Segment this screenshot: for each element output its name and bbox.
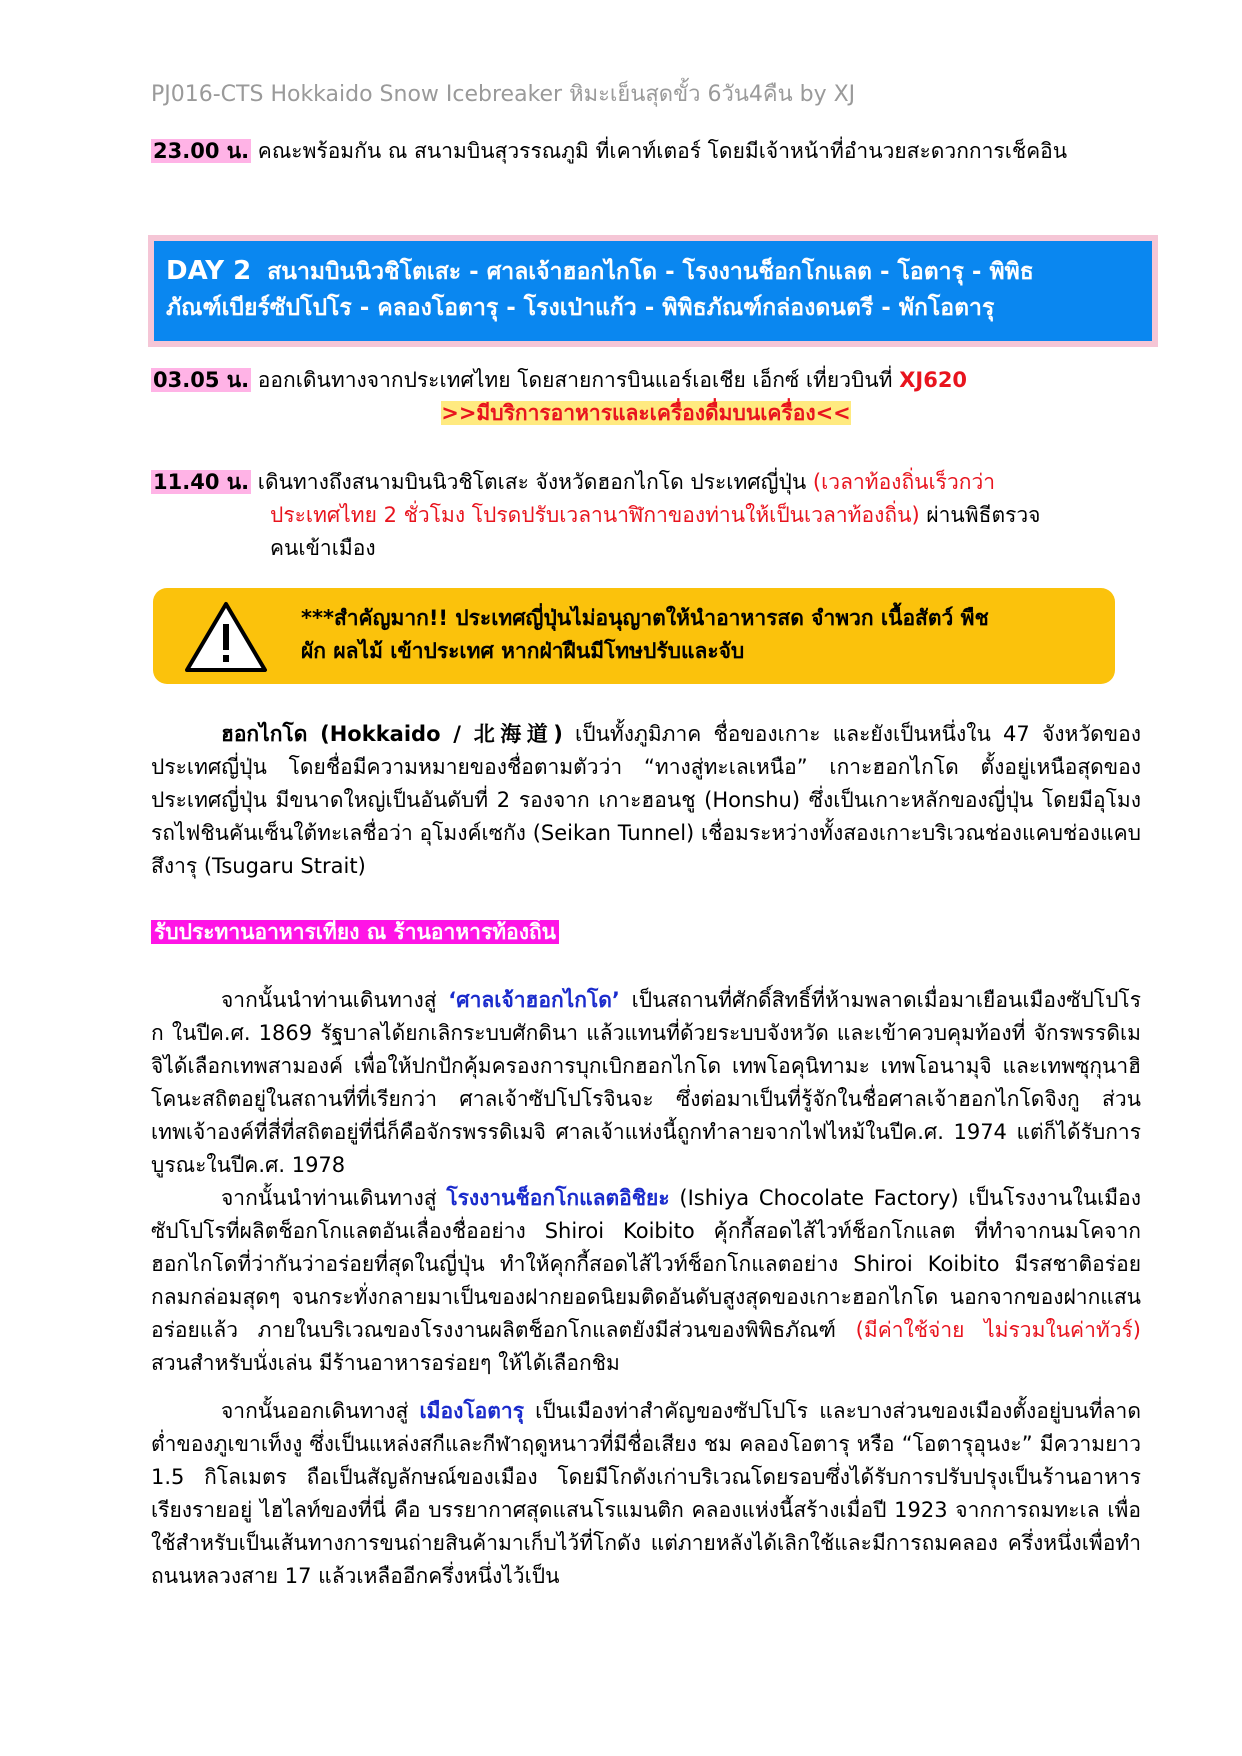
hokkaido-title: ฮอกไกโด (Hokkaido / 北海道) (221, 722, 563, 746)
entry-1140-line2 (270, 499, 1130, 532)
entry-0305 (151, 364, 1141, 397)
warning-triangle-icon (183, 600, 269, 674)
time-badge: 23.00 น. (153, 139, 250, 163)
meal-note (151, 397, 1141, 430)
day-route-line1: สนามบินนิวชิโตเสะ - ศาลเจ้าฮอกไกโด - โรงงานช็อกโกแลต - โอตารุ - พิพิธ (267, 259, 1034, 285)
lunch-note (151, 916, 1141, 949)
shrine-paragraph (151, 984, 1141, 1182)
otaru-text: เป็นเมืองท่าสำคัญของซัปโปโร และบางส่วนของเมืองตั้งอยู่บนที่ลาด ต่ำของภูเขาเท็งงู ซึ่งเป็นแหล่งสกีและกีฬาฤดูหนาวที่มีชื่อเสียง ชม คลองโอตารุ หรือ “โอตารุอุนงะ” มีความยาว 1.5 กิโลเมตร ถือเป็นสัญลักษณ์ของเมือง โดยมีโกดังเก่าบริเวณโดยรอบซึ่งได้รับการปรับปรุงเป็นร้านอาหารเรียงรายอยู่ ไฮไลท์ของที่นี่ คือ บรรยากาศสุดแสนโรแมนติก คลองแห่งนี้สร้างเมื่อปี 1923 จากการถมทะเล เพื่อใช้สำหรับเป็นเส้นทางการขนถ่ายสินค้ามาเก็บไว้ที่โกดัง แต่ภายหลังได้เลิกใช้และมีการถมคลอง ครึ่งหนึ่งเพื่อทำถนนหลวงสาย 17 แล้วเหลืออีกครึ่งหนึ่งไว้เป็น (151, 1399, 1141, 1588)
otaru-paragraph (151, 1395, 1141, 1593)
otaru-pre: จากนั้นออกเดินทางสู่ (221, 1399, 409, 1423)
shrine-pre: จากนั้นนำท่านเดินทางสู่ (221, 988, 437, 1012)
day-route-line2: ภัณฑ์เบียร์ซัปโปโร - คลองโอตารุ - โรงเป่าแก้ว - พิพิธภัณฑ์กล่องดนตรี - พักโอตารุ (166, 295, 995, 321)
time-badge: 11.40 น. (153, 470, 250, 494)
entry-1140-line3: คนเข้าเมือง (270, 536, 376, 560)
day-banner-inner (154, 241, 1152, 341)
shrine-text: เป็นสถานที่ศักดิ์สิทธิ์ที่ห้ามพลาดเมื่อมาเยือนเมืองซัปโปโร ก ในปีค.ศ. 1869 รัฐบาลได้ยกเลิกระบบศักดินา แล้วแทนที่ด้วยระบบจังหวัด และเข้าควบคุมท้องที่ จักรพรรดิเมจิได้เลือกเทพสามองค์ เพื่อให้ปกปักคุ้มครองการบุกเบิกฮอกไกโด เทพโอคุนิทามะ เทพโอนามุจิ และเทพซุกุนาฮิโคนะสถิตอยู่ในสถานที่ที่เรียกว่า ศาลเจ้าซัปโปโรจินจะ ซึ่งต่อมาเป็นที่รู้จักในชื่อศาลเจ้าฮอกไกโดจิงกู ส่วนเทพเจ้าองค์ที่สี่ที่สถิตอยู่ที่นี่ก็คือจักรพรรดิเมจิ ศาลเจ้าแห่งนี้ถูกทำลายจากไฟไหม้ในปีค.ศ. 1974 แต่ก็ได้รับการบูรณะในปีค.ศ. 1978 (151, 988, 1141, 1177)
warning-text (301, 602, 1091, 668)
flight-number: XJ620 (899, 368, 968, 392)
entry-2300 (151, 135, 1141, 168)
timezone-note: (เวลาท้องถิ่นเร็วกว่า (812, 470, 996, 494)
hokkaido-text: เป็นทั้งภูมิภาค ชื่อของเกาะ และยังเป็นหนึ่งใน 47 จังหวัดของประเทศญี่ปุ่น โดยชื่อมีความหมายของชื่อตามตัวว่า “ทางสู่ทะเลเหนือ” เกาะฮอกไกโด ตั้งอยู่เหนือสุดของประเทศญี่ปุ่น มีขนาดใหญ่เป็นอันดับที่ 2 รองจาก เกาะฮอนชู (Honshu) ซึ่งเป็นเกาะหลักของญี่ปุ่น โดยมีอุโมงรถไฟชินคันเซ็นใต้ทะเลชื่อว่า อุโมงค์เซกัง (Seikan Tunnel) เชื่อมระหว่างทั้งสองเกาะบริเวณช่องแคบช่องแคบสึงารุ (Tsugaru Strait) (151, 722, 1141, 878)
entry-1140 (151, 466, 1141, 499)
entry-text-2: ผ่านพิธีตรวจ (926, 503, 1041, 527)
warning-box (153, 588, 1115, 684)
meal-highlight: >>มีบริการอาหารและเครื่องดื่มบนเครื่อง<< (441, 401, 851, 425)
otaru-name: เมืองโอตารุ (419, 1399, 524, 1423)
timezone-note-2: ประเทศไทย 2 ชั่วโมง โปรดปรับเวลานาฬิกาของท่านให้เป็นเวลาท้องถิ่น) (270, 503, 920, 527)
warning-line1: ***สำคัญมาก!! ประเทศญี่ปุ่นไม่อนุญาตให้นำอาหารสด จำพวก เนื้อสัตว์ พืช (301, 606, 989, 630)
entry-text: ออกเดินทางจากประเทศไทย โดยสายการบินแอร์เอเชีย เอ็กซ์ เที่ยวบินที่ (257, 368, 893, 392)
entry-text: เดินทางถึงสนามบินนิวชิโตเสะ จังหวัดฮอกไกโด ประเทศญี่ปุ่น (257, 470, 807, 494)
time-badge: 03.05 น. (153, 368, 250, 392)
chocolate-text-2: สวนสำหรับนั่งเล่น มีร้านอาหารอร่อยๆ ให้ได้เลือกชิม (151, 1351, 620, 1375)
warning-line2: ผัก ผลไม้ เข้าประเทศ หากฝ่าฝืนมีโทษปรับและจับ (301, 639, 745, 663)
chocolate-fee-note: (มีค่าใช้จ่าย ไม่รวมในค่าทัวร์) (855, 1318, 1141, 1342)
entry-text: คณะพร้อมกัน ณ สนามบินสุวรรณภูมิ ที่เคาท์เตอร์ โดยมีเจ้าหน้าที่อำนวยสะดวกการเช็คอิน (257, 139, 1068, 163)
lunch-highlight: รับประทานอาหารเที่ยง ณ ร้านอาหารท้องถิ่น (151, 920, 559, 944)
chocolate-pre: จากนั้นนำท่านเดินทางสู่ (221, 1186, 437, 1210)
chocolate-name: โรงงานช็อกโกแลตอิชิยะ (446, 1186, 670, 1210)
chocolate-paragraph (151, 1182, 1141, 1380)
day-label: DAY 2 (166, 256, 252, 286)
hokkaido-paragraph (151, 718, 1141, 883)
day-banner (148, 235, 1158, 347)
chocolate-text: (Ishiya Chocolate Factory) เป็นโรงงานในเมืองซัปโปโรที่ผลิตช็อกโกแลตอันเลื่องชื่ออย่าง Shiroi Koibito คุ้กกี้สอดไส้ไวท์ช็อกโกแลต ที่ทำจากนมโคจากฮอกไกโดที่ว่ากันว่าอร่อยที่สุดในญี่ปุ่น ทำให้คุกกี้สอดไส้ไวท์ช็อกโกแลตอย่าง Shiroi Koibito มีรสชาติอร่อยกลมกล่อมสุดๆ จนกระทั่งกลายมาเป็นของฝากยอดนิยมติดอันดับสูงสุดของเกาะฮอกไกโด นอกจากของฝากแสนอร่อยแล้ว ภายในบริเวณของโรงงานผลิตช็อกโกแลตยังมีส่วนของพิพิธภัณฑ์ (151, 1186, 1142, 1342)
page-header: PJ016-CTS Hokkaido Snow Icebreaker หิมะเย็นสุดขั้ว 6วัน4คืน by XJ (151, 82, 856, 107)
shrine-name: ‘ศาลเจ้าฮอกไกโด’ (448, 988, 620, 1012)
